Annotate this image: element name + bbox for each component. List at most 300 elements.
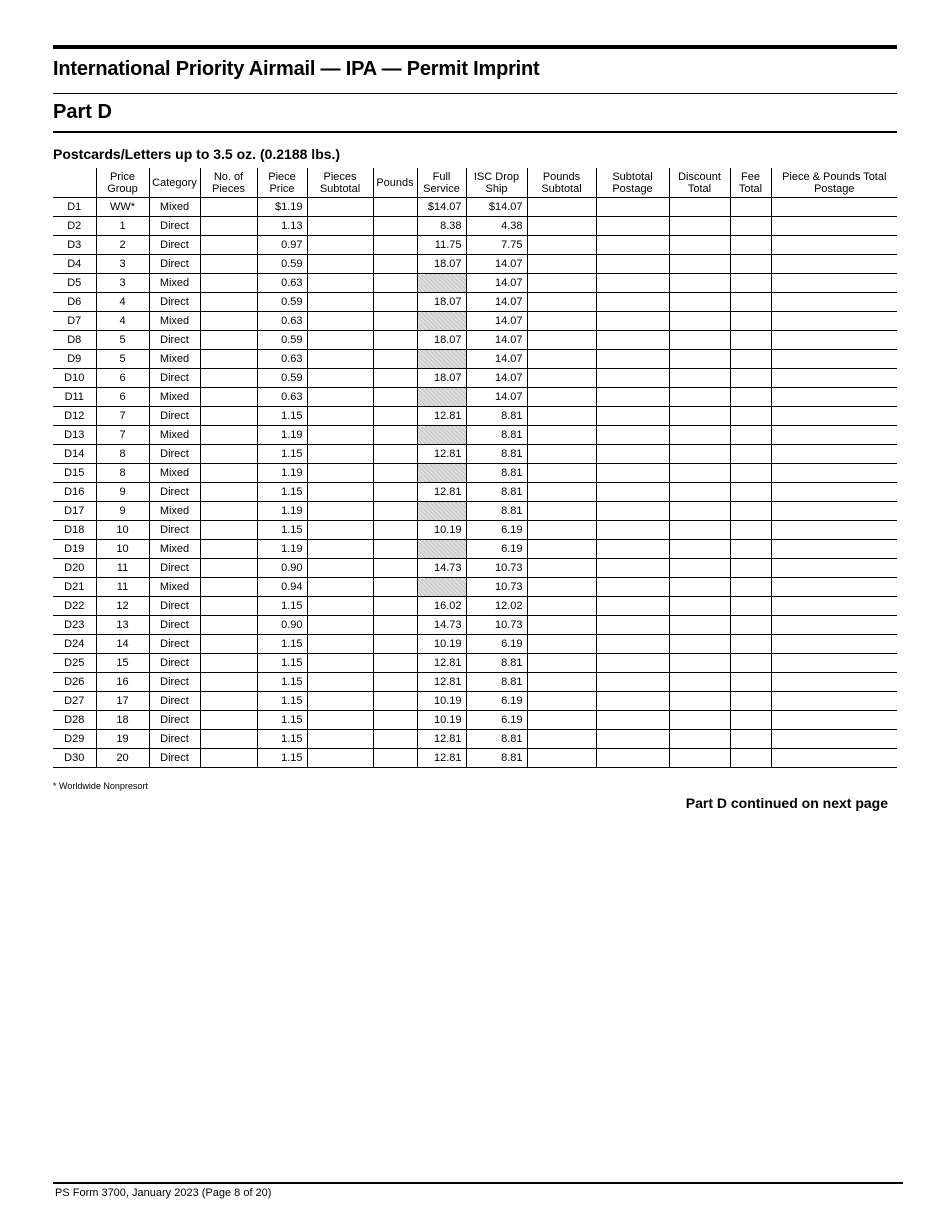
discount-total-cell[interactable] [669,426,730,445]
discount-total-cell[interactable] [669,274,730,293]
fee-total-cell[interactable] [730,673,771,692]
pounds-subtotal-cell[interactable] [527,559,596,578]
row-id: D15 [53,464,96,483]
discount-total-cell[interactable] [669,578,730,597]
isc-drop-ship-cell: 14.07 [466,255,527,274]
no-of-pieces-cell[interactable] [200,635,257,654]
subtotal-postage-cell[interactable] [596,445,669,464]
total-postage-cell[interactable] [771,502,897,521]
pounds-subtotal-cell[interactable] [527,312,596,331]
pounds-subtotal-cell[interactable] [527,445,596,464]
no-of-pieces-cell[interactable] [200,673,257,692]
subtotal-postage-cell[interactable] [596,331,669,350]
isc-drop-ship-cell: 8.81 [466,483,527,502]
pounds-cell[interactable] [373,749,417,768]
category-cell: Direct [149,730,200,749]
row-id: D22 [53,597,96,616]
bottom-rule [53,1182,903,1184]
total-postage-cell[interactable] [771,217,897,236]
subtotal-postage-cell[interactable] [596,312,669,331]
pieces-subtotal-cell[interactable] [307,369,373,388]
pieces-subtotal-cell[interactable] [307,407,373,426]
pounds-subtotal-cell[interactable] [527,217,596,236]
discount-total-cell[interactable] [669,350,730,369]
table-row [53,445,897,464]
category-cell: Direct [149,255,200,274]
total-postage-cell[interactable] [771,331,897,350]
subtotal-postage-cell[interactable] [596,559,669,578]
row-id: D3 [53,236,96,255]
pieces-subtotal-cell[interactable] [307,559,373,578]
subtotal-postage-cell[interactable] [596,388,669,407]
no-of-pieces-cell[interactable] [200,749,257,768]
pounds-subtotal-cell[interactable] [527,521,596,540]
total-postage-cell[interactable] [771,673,897,692]
row-id: D21 [53,578,96,597]
discount-total-cell[interactable] [669,654,730,673]
pounds-subtotal-cell[interactable] [527,616,596,635]
discount-total-cell[interactable] [669,198,730,217]
no-of-pieces-cell[interactable] [200,407,257,426]
pieces-subtotal-cell[interactable] [307,502,373,521]
table-row [53,540,897,559]
pounds-subtotal-cell[interactable] [527,464,596,483]
subtotal-postage-cell[interactable] [596,369,669,388]
total-postage-cell[interactable] [771,369,897,388]
pieces-subtotal-cell[interactable] [307,293,373,312]
discount-total-cell[interactable] [669,217,730,236]
pounds-cell[interactable] [373,255,417,274]
no-of-pieces-cell[interactable] [200,502,257,521]
discount-total-cell[interactable] [669,236,730,255]
table-row [53,331,897,350]
pieces-subtotal-cell[interactable] [307,578,373,597]
no-of-pieces-cell[interactable] [200,540,257,559]
subtotal-postage-cell[interactable] [596,350,669,369]
total-postage-cell[interactable] [771,578,897,597]
no-of-pieces-cell[interactable] [200,426,257,445]
no-of-pieces-cell[interactable] [200,369,257,388]
fee-total-cell[interactable] [730,255,771,274]
isc-drop-ship-cell: 14.07 [466,350,527,369]
fee-total-cell[interactable] [730,350,771,369]
total-postage-cell[interactable] [771,559,897,578]
pieces-subtotal-cell[interactable] [307,654,373,673]
subtotal-postage-cell[interactable] [596,407,669,426]
subtotal-postage-cell[interactable] [596,597,669,616]
pounds-cell[interactable] [373,217,417,236]
discount-total-cell[interactable] [669,255,730,274]
pounds-subtotal-cell[interactable] [527,502,596,521]
full-service-cell: 14.73 [417,559,466,578]
no-of-pieces-cell[interactable] [200,711,257,730]
full-service-cell: 10.19 [417,521,466,540]
fee-total-cell[interactable] [730,217,771,236]
no-of-pieces-cell[interactable] [200,445,257,464]
subtotal-postage-cell[interactable] [596,654,669,673]
pounds-subtotal-cell[interactable] [527,331,596,350]
pounds-subtotal-cell[interactable] [527,730,596,749]
pieces-subtotal-cell[interactable] [307,464,373,483]
discount-total-cell[interactable] [669,388,730,407]
total-postage-cell[interactable] [771,255,897,274]
pieces-subtotal-cell[interactable] [307,521,373,540]
pounds-cell[interactable] [373,730,417,749]
pieces-subtotal-cell[interactable] [307,711,373,730]
price-group-cell: 12 [96,597,149,616]
fee-total-cell[interactable] [730,236,771,255]
fee-total-cell[interactable] [730,540,771,559]
isc-drop-ship-cell: 8.81 [466,407,527,426]
discount-total-cell[interactable] [669,673,730,692]
pounds-cell[interactable] [373,711,417,730]
pieces-subtotal-cell[interactable] [307,255,373,274]
full-service-cell [417,464,466,483]
fee-total-cell[interactable] [730,616,771,635]
total-postage-cell[interactable] [771,540,897,559]
pieces-subtotal-cell[interactable] [307,597,373,616]
table-row [53,578,897,597]
pounds-subtotal-cell[interactable] [527,749,596,768]
full-service-cell [417,540,466,559]
price-group-cell: 10 [96,540,149,559]
pounds-cell[interactable] [373,654,417,673]
fee-total-cell[interactable] [730,483,771,502]
discount-total-cell[interactable] [669,521,730,540]
pounds-subtotal-cell[interactable] [527,350,596,369]
category-cell: Mixed [149,426,200,445]
pounds-cell[interactable] [373,635,417,654]
pieces-subtotal-cell[interactable] [307,331,373,350]
pounds-subtotal-cell[interactable] [527,540,596,559]
row-id: D16 [53,483,96,502]
pieces-subtotal-cell[interactable] [307,198,373,217]
no-of-pieces-cell[interactable] [200,236,257,255]
pounds-cell[interactable] [373,578,417,597]
discount-total-cell[interactable] [669,445,730,464]
full-service-cell: $14.07 [417,198,466,217]
no-of-pieces-cell[interactable] [200,521,257,540]
pounds-cell[interactable] [373,692,417,711]
no-of-pieces-cell[interactable] [200,331,257,350]
category-cell: Direct [149,331,200,350]
continued-note: Part D continued on next page [685,795,888,811]
pieces-subtotal-cell[interactable] [307,540,373,559]
pounds-cell[interactable] [373,350,417,369]
fee-total-cell[interactable] [730,730,771,749]
pounds-cell[interactable] [373,616,417,635]
fee-total-cell[interactable] [730,274,771,293]
pounds-cell[interactable] [373,236,417,255]
subtotal-postage-cell[interactable] [596,521,669,540]
pieces-subtotal-cell[interactable] [307,483,373,502]
full-service-cell [417,312,466,331]
total-postage-cell[interactable] [771,597,897,616]
pieces-subtotal-cell[interactable] [307,673,373,692]
total-postage-cell[interactable] [771,711,897,730]
discount-total-cell[interactable] [669,464,730,483]
fee-total-cell[interactable] [730,502,771,521]
fee-total-cell[interactable] [730,597,771,616]
table-row [53,407,897,426]
total-postage-cell[interactable] [771,654,897,673]
pounds-cell[interactable] [373,464,417,483]
fee-total-cell[interactable] [730,369,771,388]
subtotal-postage-cell[interactable] [596,692,669,711]
row-id: D19 [53,540,96,559]
row-id: D2 [53,217,96,236]
pounds-subtotal-cell[interactable] [527,673,596,692]
discount-total-cell[interactable] [669,312,730,331]
piece-price-cell: 1.19 [257,502,307,521]
total-postage-cell[interactable] [771,483,897,502]
no-of-pieces-cell[interactable] [200,312,257,331]
category-cell: Mixed [149,274,200,293]
subtotal-postage-cell[interactable] [596,711,669,730]
no-of-pieces-cell[interactable] [200,730,257,749]
piece-price-cell: 1.15 [257,749,307,768]
pounds-subtotal-cell[interactable] [527,388,596,407]
pounds-cell[interactable] [373,274,417,293]
subtotal-postage-cell[interactable] [596,635,669,654]
fee-total-cell[interactable] [730,312,771,331]
fee-total-cell[interactable] [730,692,771,711]
price-group-cell: 14 [96,635,149,654]
pounds-cell[interactable] [373,445,417,464]
discount-total-cell[interactable] [669,369,730,388]
subtotal-postage-cell[interactable] [596,730,669,749]
discount-total-cell[interactable] [669,559,730,578]
pieces-subtotal-cell[interactable] [307,692,373,711]
total-postage-cell[interactable] [771,407,897,426]
pounds-cell[interactable] [373,388,417,407]
discount-total-cell[interactable] [669,635,730,654]
pounds-subtotal-cell[interactable] [527,597,596,616]
no-of-pieces-cell[interactable] [200,350,257,369]
piece-price-cell: 1.15 [257,407,307,426]
pounds-cell[interactable] [373,673,417,692]
price-group-cell: 18 [96,711,149,730]
pounds-cell[interactable] [373,502,417,521]
no-of-pieces-cell[interactable] [200,217,257,236]
total-postage-cell[interactable] [771,749,897,768]
price-group-cell: 8 [96,464,149,483]
full-service-cell: 11.75 [417,236,466,255]
pounds-subtotal-cell[interactable] [527,635,596,654]
no-of-pieces-cell[interactable] [200,692,257,711]
total-postage-cell[interactable] [771,464,897,483]
fee-total-cell[interactable] [730,388,771,407]
fee-total-cell[interactable] [730,749,771,768]
fee-total-cell[interactable] [730,635,771,654]
pieces-subtotal-cell[interactable] [307,217,373,236]
total-postage-cell[interactable] [771,445,897,464]
discount-total-cell[interactable] [669,331,730,350]
pounds-cell[interactable] [373,331,417,350]
no-of-pieces-cell[interactable] [200,274,257,293]
pounds-subtotal-cell[interactable] [527,369,596,388]
discount-total-cell[interactable] [669,597,730,616]
pieces-subtotal-cell[interactable] [307,635,373,654]
fee-total-cell[interactable] [730,578,771,597]
subtotal-postage-cell[interactable] [596,483,669,502]
subtotal-postage-cell[interactable] [596,255,669,274]
price-group-cell: 1 [96,217,149,236]
total-postage-cell[interactable] [771,730,897,749]
pounds-subtotal-cell[interactable] [527,407,596,426]
pieces-subtotal-cell[interactable] [307,274,373,293]
fee-total-cell[interactable] [730,654,771,673]
table-row [53,635,897,654]
full-service-cell: 18.07 [417,255,466,274]
discount-total-cell[interactable] [669,293,730,312]
pounds-subtotal-cell[interactable] [527,711,596,730]
no-of-pieces-cell[interactable] [200,559,257,578]
no-of-pieces-cell[interactable] [200,255,257,274]
pounds-cell[interactable] [373,521,417,540]
pieces-subtotal-cell[interactable] [307,445,373,464]
full-service-cell [417,388,466,407]
pounds-subtotal-cell[interactable] [527,692,596,711]
fee-total-cell[interactable] [730,293,771,312]
discount-total-cell[interactable] [669,749,730,768]
isc-drop-ship-cell: $14.07 [466,198,527,217]
pieces-subtotal-cell[interactable] [307,426,373,445]
total-postage-cell[interactable] [771,616,897,635]
pounds-cell[interactable] [373,312,417,331]
pounds-subtotal-cell[interactable] [527,483,596,502]
subtotal-postage-cell[interactable] [596,198,669,217]
price-group-cell: 8 [96,445,149,464]
fee-total-cell[interactable] [730,198,771,217]
no-of-pieces-cell[interactable] [200,198,257,217]
price-group-cell: 20 [96,749,149,768]
no-of-pieces-cell[interactable] [200,388,257,407]
pounds-cell[interactable] [373,293,417,312]
pounds-subtotal-cell[interactable] [527,654,596,673]
pounds-cell[interactable] [373,597,417,616]
no-of-pieces-cell[interactable] [200,464,257,483]
subtotal-postage-cell[interactable] [596,236,669,255]
pounds-cell[interactable] [373,559,417,578]
piece-price-cell: 1.13 [257,217,307,236]
pieces-subtotal-cell[interactable] [307,236,373,255]
full-service-cell [417,426,466,445]
price-group-cell: 3 [96,255,149,274]
pounds-subtotal-cell[interactable] [527,293,596,312]
pieces-subtotal-cell[interactable] [307,616,373,635]
discount-total-cell[interactable] [669,692,730,711]
pounds-cell[interactable] [373,407,417,426]
discount-total-cell[interactable] [669,730,730,749]
column-header: Price Group [96,168,149,198]
fee-total-cell[interactable] [730,445,771,464]
pounds-subtotal-cell[interactable] [527,198,596,217]
row-id: D13 [53,426,96,445]
piece-price-cell: 0.59 [257,369,307,388]
total-postage-cell[interactable] [771,388,897,407]
fee-total-cell[interactable] [730,407,771,426]
total-postage-cell[interactable] [771,198,897,217]
no-of-pieces-cell[interactable] [200,654,257,673]
pounds-cell[interactable] [373,369,417,388]
total-postage-cell[interactable] [771,312,897,331]
total-postage-cell[interactable] [771,350,897,369]
total-postage-cell[interactable] [771,236,897,255]
subtotal-postage-cell[interactable] [596,578,669,597]
no-of-pieces-cell[interactable] [200,293,257,312]
subtotal-postage-cell[interactable] [596,274,669,293]
pieces-subtotal-cell[interactable] [307,312,373,331]
pounds-subtotal-cell[interactable] [527,426,596,445]
total-postage-cell[interactable] [771,635,897,654]
total-postage-cell[interactable] [771,426,897,445]
fee-total-cell[interactable] [730,464,771,483]
subtotal-postage-cell[interactable] [596,502,669,521]
category-cell: Direct [149,673,200,692]
pounds-cell[interactable] [373,540,417,559]
discount-total-cell[interactable] [669,540,730,559]
total-postage-cell[interactable] [771,521,897,540]
table-row [53,711,897,730]
fee-total-cell[interactable] [730,711,771,730]
pieces-subtotal-cell[interactable] [307,749,373,768]
no-of-pieces-cell[interactable] [200,483,257,502]
table-row [53,673,897,692]
subtotal-postage-cell[interactable] [596,673,669,692]
total-postage-cell[interactable] [771,293,897,312]
fee-total-cell[interactable] [730,426,771,445]
pounds-cell[interactable] [373,198,417,217]
no-of-pieces-cell[interactable] [200,597,257,616]
subtotal-postage-cell[interactable] [596,749,669,768]
isc-drop-ship-cell: 12.02 [466,597,527,616]
piece-price-cell: 1.15 [257,692,307,711]
subtotal-postage-cell[interactable] [596,464,669,483]
subtotal-postage-cell[interactable] [596,540,669,559]
discount-total-cell[interactable] [669,616,730,635]
no-of-pieces-cell[interactable] [200,616,257,635]
pieces-subtotal-cell[interactable] [307,350,373,369]
discount-total-cell[interactable] [669,407,730,426]
subtotal-postage-cell[interactable] [596,293,669,312]
piece-price-cell: 0.63 [257,350,307,369]
discount-total-cell[interactable] [669,711,730,730]
no-of-pieces-cell[interactable] [200,578,257,597]
pounds-subtotal-cell[interactable] [527,255,596,274]
subtotal-postage-cell[interactable] [596,616,669,635]
pieces-subtotal-cell[interactable] [307,388,373,407]
pieces-subtotal-cell[interactable] [307,730,373,749]
total-postage-cell[interactable] [771,274,897,293]
discount-total-cell[interactable] [669,483,730,502]
discount-total-cell[interactable] [669,502,730,521]
pounds-cell[interactable] [373,426,417,445]
pounds-subtotal-cell[interactable] [527,236,596,255]
fee-total-cell[interactable] [730,521,771,540]
fee-total-cell[interactable] [730,331,771,350]
pounds-subtotal-cell[interactable] [527,274,596,293]
subtotal-postage-cell[interactable] [596,426,669,445]
isc-drop-ship-cell: 4.38 [466,217,527,236]
pounds-cell[interactable] [373,483,417,502]
column-header: Full Service [417,168,466,198]
pounds-subtotal-cell[interactable] [527,578,596,597]
isc-drop-ship-cell: 6.19 [466,521,527,540]
total-postage-cell[interactable] [771,692,897,711]
subtotal-postage-cell[interactable] [596,217,669,236]
fee-total-cell[interactable] [730,559,771,578]
